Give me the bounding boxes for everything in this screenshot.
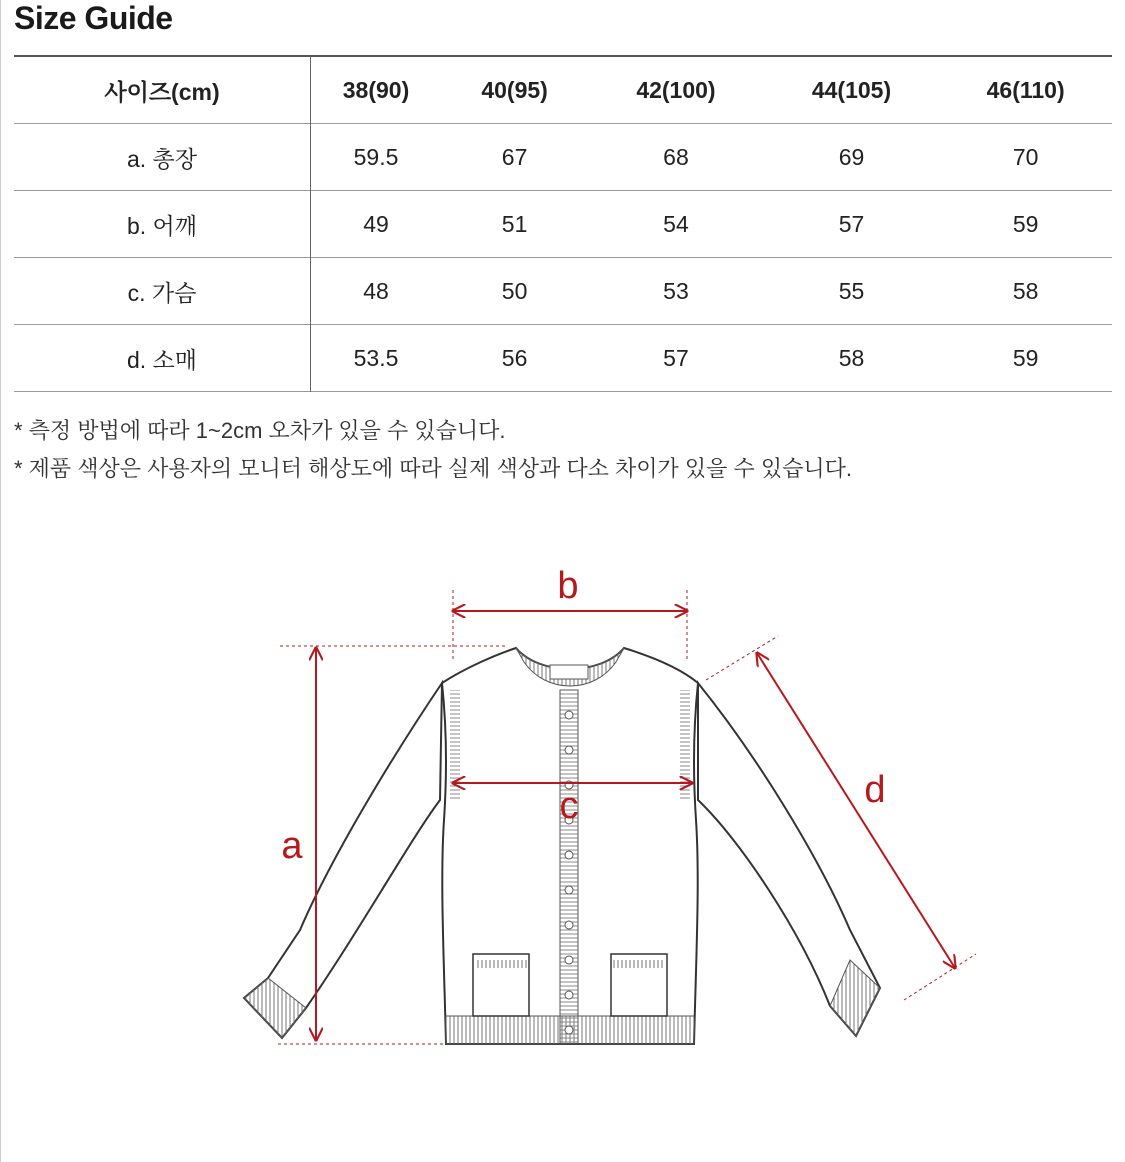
row-label: d. 소매 bbox=[14, 325, 311, 392]
header-size: 38(90) bbox=[342, 76, 410, 103]
notes bbox=[14, 412, 852, 488]
table-cell: 59 bbox=[1012, 210, 1039, 237]
table-cell: 49 bbox=[363, 210, 389, 237]
row-label: c. 가슴 bbox=[14, 258, 311, 325]
table-cell: 59.5 bbox=[353, 143, 399, 170]
table-cell: 53.5 bbox=[353, 344, 399, 371]
table-cell: 48 bbox=[363, 277, 389, 304]
table-cell: 59 bbox=[1012, 344, 1039, 371]
table-cell: 51 bbox=[501, 210, 528, 237]
table-cell: 57 bbox=[838, 210, 865, 237]
measure-a-label: a bbox=[281, 825, 303, 867]
note-color-difference: * 제품 색상은 사용자의 모니터 해상도에 따라 실제 색상과 다소 차이가 있을 수 있습니다. bbox=[14, 456, 852, 481]
table-cell: 57 bbox=[663, 344, 689, 371]
measure-c-label: c bbox=[559, 785, 579, 827]
table-cell: 56 bbox=[501, 344, 528, 371]
table-header-row bbox=[14, 56, 1112, 124]
table-cell: 58 bbox=[1012, 277, 1039, 304]
table-row bbox=[14, 258, 1112, 325]
table-cell: 53 bbox=[663, 277, 689, 304]
table-cell: 55 bbox=[838, 277, 865, 304]
header-size-label: 사이즈(cm) bbox=[14, 56, 311, 124]
table-row bbox=[14, 325, 1112, 392]
page-title: Size Guide bbox=[14, 0, 173, 36]
table-cell: 54 bbox=[663, 210, 689, 237]
header-size: 46(110) bbox=[986, 76, 1065, 103]
table-row bbox=[14, 124, 1112, 191]
table-cell: 67 bbox=[501, 143, 528, 170]
header-size: 40(95) bbox=[481, 76, 548, 103]
table-row bbox=[14, 191, 1112, 258]
header-size: 44(105) bbox=[811, 76, 892, 103]
table-cell: 69 bbox=[838, 143, 865, 170]
row-label: a. 총장 bbox=[14, 124, 311, 191]
row-label: b. 어깨 bbox=[14, 191, 311, 258]
header-size: 42(100) bbox=[636, 76, 716, 103]
cardigan-measurement-diagram bbox=[0, 555, 1125, 1075]
note-measurement-error: * 측정 방법에 따라 1~2cm 오차가 있을 수 있습니다. bbox=[14, 418, 506, 443]
table-cell: 50 bbox=[501, 277, 528, 304]
size-table bbox=[14, 55, 1112, 392]
table-cell: 58 bbox=[838, 344, 865, 371]
table-cell: 70 bbox=[1012, 143, 1039, 170]
measure-b-label: b bbox=[557, 565, 579, 607]
measure-d-label: d bbox=[864, 769, 886, 811]
table-cell: 68 bbox=[663, 143, 689, 170]
